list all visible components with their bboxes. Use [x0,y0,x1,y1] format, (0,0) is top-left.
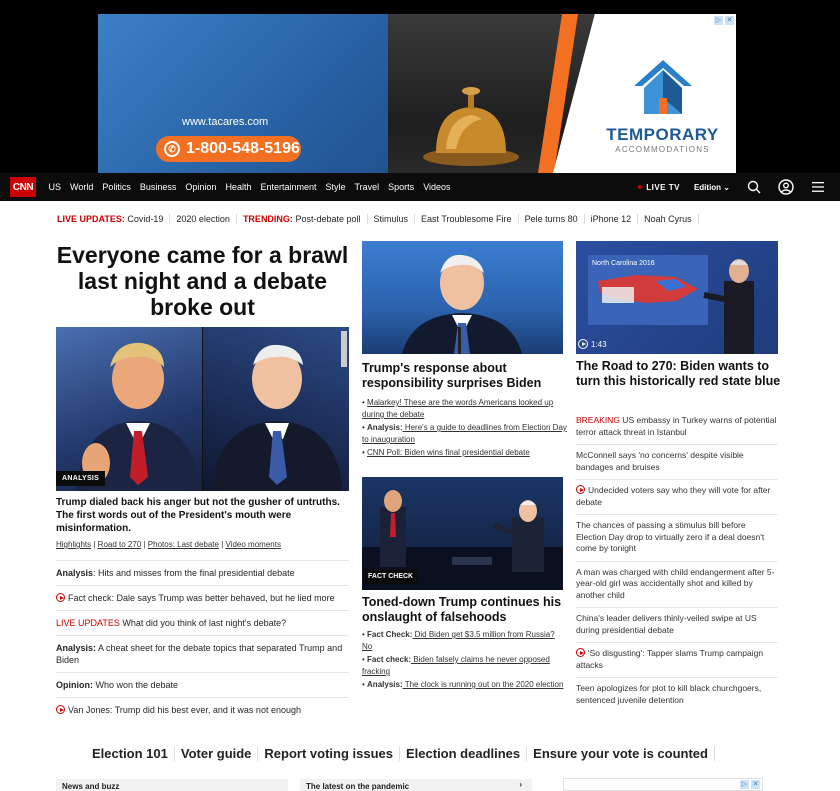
nav-right [638,173,840,201]
election-link[interactable]: Election 101 [92,746,175,761]
nav-links [44,182,455,192]
bullet-prefix: Fact Check: [367,630,413,639]
edition-dropdown[interactable] [694,183,730,192]
list-item[interactable] [56,635,349,672]
trending-link[interactable]: Post-debate poll [295,214,361,224]
election-link[interactable]: Election deadlines [400,746,527,761]
trending-group [237,214,368,224]
list-item[interactable] [576,480,778,515]
trending-link[interactable]: East Troublesome Fire [415,214,519,224]
video-duration-text: 1:43 [591,339,607,349]
trending-bar [57,214,699,224]
bullet-text: The clock is running out on the 2020 election [402,680,564,689]
hero-link[interactable]: Video moments [225,540,281,549]
nav-link-style[interactable]: Style [325,182,346,192]
trending-link[interactable]: Covid-19 [127,214,164,224]
hero-link[interactable]: Photos: Last debate [147,540,219,549]
story-headline[interactable]: The Road to 270: Biden wants to turn this historically red state blue [576,359,781,388]
play-video-icon [576,648,585,657]
live-tv-link[interactable] [638,183,680,192]
election-link[interactable]: Report voting issues [258,746,400,761]
item-text: 'So disgusting': Tapper slams Trump campaign attacks [576,648,764,670]
list-item[interactable] [576,643,778,678]
story-bullets [362,397,567,460]
list-item[interactable] [576,608,778,643]
play-video-icon [56,593,65,602]
story-image-biden[interactable] [362,241,563,354]
item-prefix: Analysis: [56,643,97,653]
bottom-ad[interactable] [563,778,763,791]
chevron-down-icon: ⌄ [723,182,730,192]
nav-link-entertainment[interactable]: Entertainment [260,182,317,192]
live-tv-label: LIVE TV [646,182,680,192]
hero-image-right [203,327,349,491]
edition-label: Edition [693,182,722,192]
list-item[interactable] [56,672,349,697]
ad-band [0,0,840,173]
news-and-buzz-header: News and buzz [56,779,288,791]
item-text: The chances of passing a stimulus bill before Election Day drop to virtually zero if a deal doesn't come by tonight [576,520,765,553]
trending-link[interactable]: 2020 election [170,214,237,224]
live-updates-label: LIVE UPDATES: [57,214,125,224]
bullet-item[interactable]: • CNN Poll: Biden wins final presidential debate [362,448,530,457]
election-link[interactable]: Ensure your vote is counted [527,746,715,761]
bullet-item[interactable]: • Analysis: Here's a guide to deadlines from Election Day to inauguration [362,423,567,444]
ad-close-icon[interactable]: ✕ [752,781,759,788]
live-dot-icon [638,185,642,189]
item-text: US embassy in Turkey warns of potential terror attack threat in Istanbul [576,415,777,437]
play-video-icon [576,485,585,494]
bullet-prefix: Analysis: [367,423,403,432]
nav-link-sports[interactable]: Sports [388,182,415,192]
nav-link-videos[interactable]: Videos [423,182,451,192]
list-item[interactable] [56,697,349,722]
item-text: China's leader delivers thinly-veiled swipe at US during presidential debate [576,613,757,635]
col3-headline-list [576,410,778,712]
item-text: What did you think of last night's debate? [119,618,287,628]
house-logo-icon [632,58,694,116]
hero-description[interactable]: Trump dialed back his anger but not the gusher of untruths. The first words out of the President's mouth were misinformation. [56,497,340,534]
service-bell-image [416,69,526,169]
account-icon[interactable] [776,177,796,197]
item-text: A cheat sheet for the debate topics that separated Trump and Biden [56,643,343,665]
chevron-right-icon[interactable]: › [519,780,522,789]
fact-check-tag: FACT CHECK [363,569,418,584]
pandemic-header [300,779,532,791]
bullet-item[interactable]: • Analysis: The clock is running out on the 2020 election [362,680,564,689]
story-headline[interactable]: Trump's response about responsibility surprises Biden [362,361,542,390]
pandemic-header-label: The latest on the pandemic [306,782,410,791]
bullet-text: Did Biden get $3.5 million from Russia? No [362,630,555,651]
list-item[interactable] [56,610,349,635]
list-item[interactable] [56,585,349,610]
bullet-prefix: Analysis: [367,680,403,689]
item-text: A man was charged with child endangerment after 5-year-old girl was accidentally shot and killed by another child [576,566,775,600]
nav-link-opinion[interactable]: Opinion [185,182,217,192]
bullet-text: Biden falsely claims he never opposed fracking [362,655,550,676]
phone-icon: ✆ [164,141,180,157]
election-links-bar [92,746,715,761]
ad-info-icon[interactable]: ▷ [741,781,748,788]
bullet-text: CNN Poll: Biden wins final presidential debate [367,448,530,457]
election-link[interactable]: Voter guide [175,746,259,761]
item-text: Who won the debate [93,680,179,690]
list-item[interactable] [576,445,778,480]
live-updates-label: LIVE UPDATES [56,618,120,628]
play-video-icon [56,705,65,714]
bullet-item[interactable]: • Fact check: Biden falsely claims he never opposed fracking [362,655,550,676]
item-text: Undecided voters say who they will vote for after debate [576,485,771,507]
ad-url[interactable]: www.tacares.com [182,116,269,128]
trending-link[interactable]: iPhone 12 [585,214,639,224]
hero-link[interactable]: Highlights [56,540,92,549]
video-duration [578,339,607,349]
ad-close-icon[interactable]: ✕ [726,17,733,24]
analysis-tag: ANALYSIS [56,471,105,486]
nav-link-politics[interactable]: Politics [102,182,131,192]
item-text: Fact check: Dale says Trump was better behaved, but he lied more [68,593,335,603]
breaking-label: BREAKING [576,415,620,425]
story-bullets [362,629,567,692]
map-label: North Carolina 2016 [592,260,655,267]
hero-image[interactable] [56,327,349,491]
col1-headline-list [56,560,349,722]
ad-choices[interactable] [740,780,760,789]
nav-link-business[interactable]: Business [139,182,177,192]
ad-phone-number: 1-800-548-5196 [186,140,300,157]
cnn-logo[interactable]: CNN [10,177,36,197]
top-nav [0,173,840,201]
list-item[interactable] [56,560,349,585]
item-prefix: Opinion: [56,680,93,690]
ad-brand: TEMPORARY [606,125,719,144]
item-text: Van Jones: Trump did his best ever, and it was not enough [68,705,301,715]
ad-phone-button[interactable] [156,136,301,162]
story-headline[interactable]: Toned-down Trump continues his onslaught of falsehoods [362,595,562,624]
item-prefix: Analysis [56,568,94,578]
ad-brand-sub: ACCOMMODATIONS [615,145,710,154]
nav-link-travel[interactable]: Travel [354,182,380,192]
trending-link[interactable]: Stimulus [368,214,416,224]
nav-link-world[interactable]: World [70,182,94,192]
nav-link-us[interactable]: US [48,182,62,192]
ad-logo [600,58,725,154]
bullet-text: Here's a guide to deadlines from Election Day to inauguration [362,423,567,444]
bullet-item[interactable]: • Fact Check: Did Biden get $3.5 million from Russia? No [362,630,555,651]
ad-choices[interactable] [714,16,734,25]
hero-headline[interactable]: Everyone came for a brawl last night and a debate broke out [56,242,349,320]
item-text: : Hits and misses from the final presidential debate [93,568,295,578]
video-thumbnail[interactable] [576,241,778,354]
trending-label: TRENDING: [242,214,293,224]
nav-link-health[interactable]: Health [225,182,252,192]
hero-link[interactable]: Road to 270 [97,540,142,549]
ad-info-icon[interactable]: ▷ [715,17,722,24]
bullet-text: Malarkey! These are the words Americans looked up during the debate [362,398,554,419]
menu-icon[interactable] [808,177,828,197]
play-video-icon [578,339,588,349]
item-text: Teen apologizes for plot to kill black churchgoers, sentenced juvenile detention [576,683,762,705]
hero-related-links: Highlights | Road to 270 | Photos: Last debate | Video moments [56,540,281,549]
list-item[interactable] [576,678,778,712]
bullet-prefix: Fact check: [367,655,412,664]
list-item[interactable] [576,410,778,445]
list-item[interactable] [576,562,778,609]
item-text: McConnell says 'no concerns' despite visible bandages and bruises [576,450,744,472]
ad-banner[interactable] [98,14,736,173]
trending-link[interactable]: Noah Cyrus [638,214,699,224]
hero-image-left [56,327,202,491]
list-item[interactable] [576,515,778,562]
bullet-item[interactable]: • Malarkey! These are the words Americans looked up during the debate [362,398,554,419]
trending-link[interactable]: Pele turns 80 [519,214,585,224]
live-updates-group [57,214,170,224]
search-icon[interactable] [744,177,764,197]
